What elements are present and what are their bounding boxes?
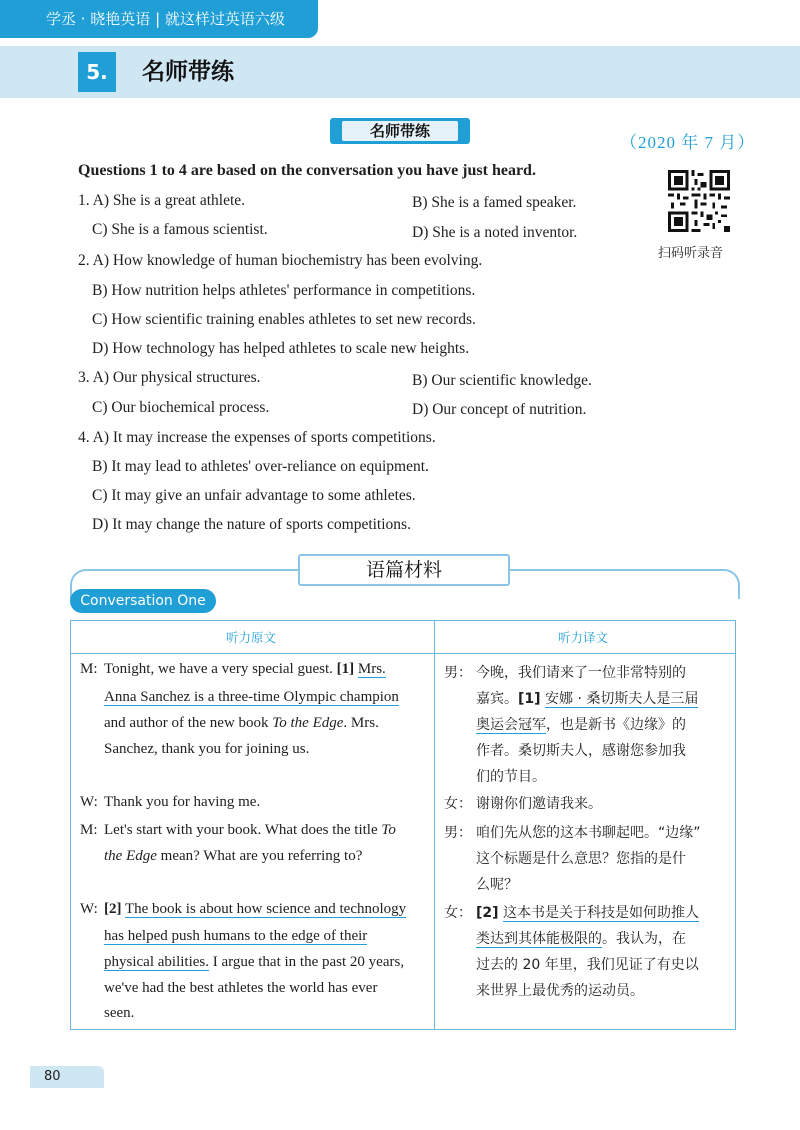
translation-speaker: 男：	[444, 825, 472, 841]
transcript-line: the Edge mean? What are you referring to?	[104, 848, 363, 864]
translation-speaker: 女：	[444, 905, 472, 921]
transcript-table-header	[70, 620, 736, 654]
section-title: 名师带练	[142, 59, 234, 85]
transcript-speaker: W:	[80, 901, 98, 917]
translation-line: 么呢？	[476, 877, 518, 893]
translation-line: 今晚，我们请来了一位非常特别的	[476, 665, 686, 681]
section-number: 5.	[78, 52, 116, 92]
tutor-badge-label: 名师带练	[342, 121, 458, 141]
conversation-label: Conversation One	[70, 589, 216, 613]
translation-line: 过去的 20 年里，我们见证了有史以	[476, 957, 699, 973]
instructions: Questions 1 to 4 are based on the conversation you have just heard.	[78, 162, 536, 179]
question-4-option-b: B) It may lead to athletes' over-reliance on equipment.	[92, 458, 429, 475]
book-header: 学丞 · 晓艳英语 | 就这样过英语六级	[0, 0, 318, 38]
question-4-option-a: 4. A) It may increase the expenses of sports competitions.	[78, 429, 436, 446]
materials-heading: 语篇材料	[298, 554, 510, 586]
question-2-option-b: B) How nutrition helps athletes' performance in competitions.	[92, 282, 476, 299]
transcript-speaker: W:	[80, 794, 98, 810]
transcript-line: seen.	[104, 1005, 135, 1021]
question-1-option-c: C) She is a famous scientist.	[92, 221, 268, 238]
question-2-option-c: C) How scientific training enables athletes to set new records.	[92, 311, 476, 328]
translation-line: 们的节目。	[476, 769, 546, 785]
page-number: 80	[30, 1066, 104, 1088]
transcript-line: Sanchez, thank you for joining us.	[104, 741, 310, 757]
column-header-original: 听力原文	[226, 630, 277, 645]
translation-line: 这个标题是什么意思？您指的是什	[476, 851, 686, 867]
transcript-column-divider	[434, 620, 435, 1030]
column-header-translation: 听力译文	[558, 630, 609, 645]
translation-line: 类达到其体能极限的。我认为，在	[476, 931, 686, 947]
translation-line: 来世界上最优秀的运动员。	[476, 983, 644, 999]
translation-line: 作者。桑切斯夫人，感谢您参加我	[476, 743, 686, 759]
question-1-option-b: B) She is a famed speaker.	[412, 194, 577, 211]
qr-caption: 扫码听录音	[658, 246, 724, 261]
question-2-option-d: D) How technology has helped athletes to scale new heights.	[92, 340, 470, 357]
question-3-option-a: 3. A) Our physical structures.	[78, 369, 261, 386]
question-4-option-d: D) It may change the nature of sports competitions.	[92, 516, 411, 533]
question-3-option-d: D) Our concept of nutrition.	[412, 401, 587, 418]
transcript-line: Anna Sanchez is a three-time Olympic champion	[104, 689, 399, 705]
transcript-line: Let's start with your book. What does the title To	[104, 822, 396, 838]
translation-line: 咱们先从您的这本书聊起吧。“边缘”	[476, 825, 701, 841]
translation-line: 嘉宾。[1] 安娜 · 桑切斯夫人是三届	[476, 691, 699, 707]
question-2-option-a: 2. A) How knowledge of human biochemistry has been evolving.	[78, 252, 483, 269]
section-band	[0, 46, 800, 98]
transcript-line: has helped push humans to the edge of their	[104, 928, 368, 944]
question-4-option-c: C) It may give an unfair advantage to some athletes.	[92, 487, 416, 504]
transcript-line: physical abilities. I argue that in the past 20 years,	[104, 954, 405, 970]
qr-code-icon[interactable]	[668, 170, 730, 232]
question-3-option-b: B) Our scientific knowledge.	[412, 372, 592, 389]
transcript-speaker: M:	[80, 822, 98, 838]
transcript-line: Thank you for having me.	[104, 794, 261, 810]
question-3-option-c: C) Our biochemical process.	[92, 399, 270, 416]
translation-line: 谢谢你们邀请我来。	[476, 796, 602, 812]
transcript-speaker: M:	[80, 661, 98, 677]
transcript-line: and author of the new book To the Edge. Mrs.	[104, 715, 379, 731]
question-1-option-a: 1. A) She is a great athlete.	[78, 192, 246, 209]
transcript-line: Tonight, we have a very special guest. [1] Mrs.	[104, 661, 386, 677]
exam-date: （2020 年 7 月）	[620, 133, 756, 152]
question-1-option-d: D) She is a noted inventor.	[412, 224, 578, 241]
translation-speaker: 男：	[444, 665, 472, 681]
transcript-line: we've had the best athletes the world has ever	[104, 980, 378, 996]
transcript-line: [2] The book is about how science and technology	[104, 901, 407, 917]
translation-speaker: 女：	[444, 796, 472, 812]
translation-line: 奥运会冠军，也是新书《边缘》的	[476, 717, 686, 733]
translation-line: [2] 这本书是关于科技是如何助推人	[476, 905, 699, 921]
